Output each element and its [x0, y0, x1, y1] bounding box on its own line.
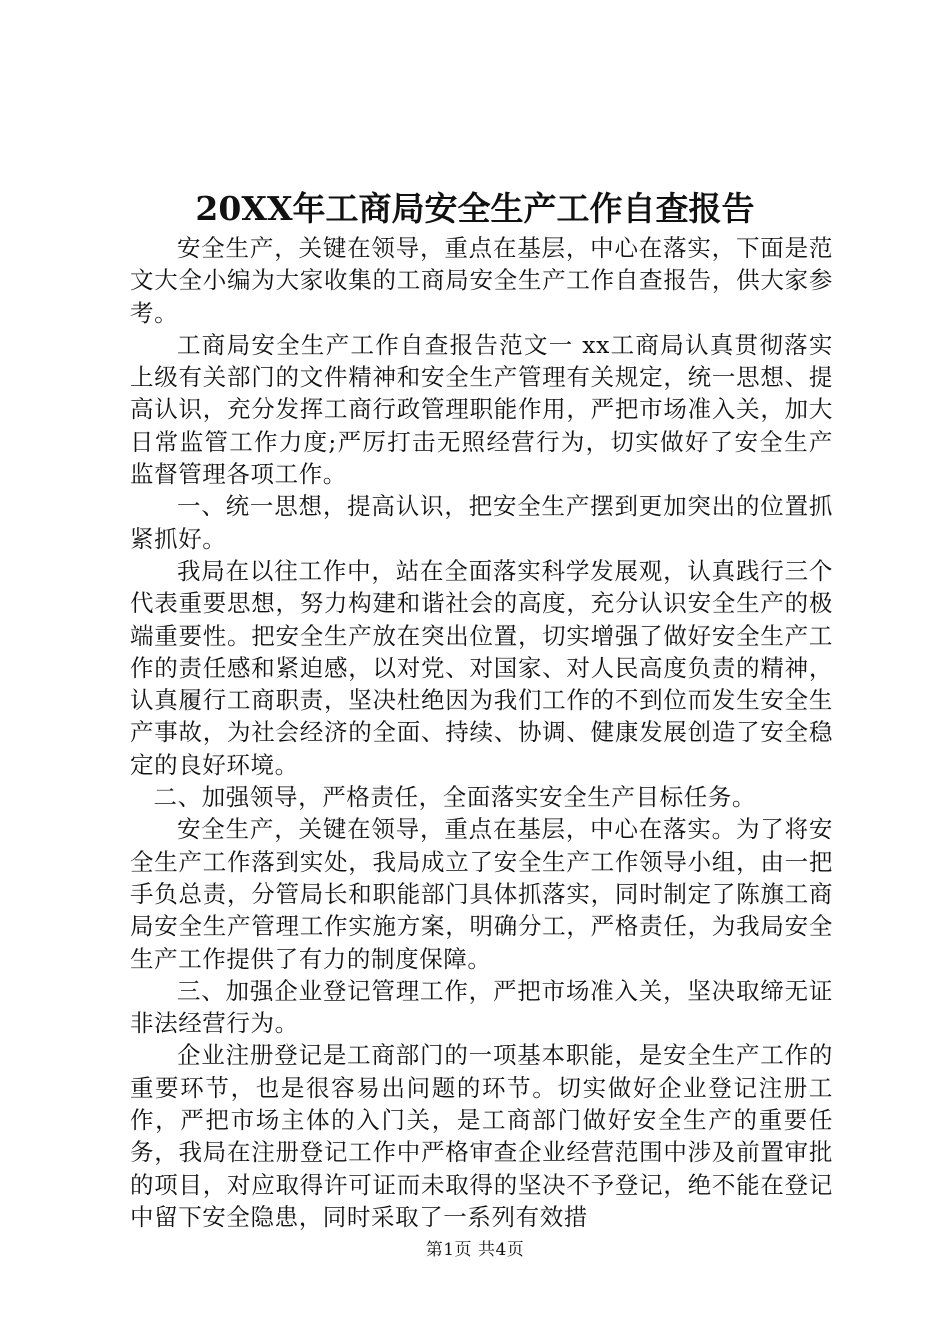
section-heading-3: 三、加强企业登记管理工作，严把市场准入关，坚决取缔无证非法经营行为。 [130, 976, 833, 1038]
page-number-footer: 第1页 共4页 [425, 1240, 525, 1260]
section-heading-2: 二、加强领导，严格责任，全面落实安全生产目标任务。 [153, 783, 756, 812]
paragraph-section-1: 我局在以往工作中，站在全面落实科学发展观，认真践行三个代表重要思想，努力构建和谐社会的高度，充分认识安全生产的极端重要性。把安全生产放在突出位置，切实增强了做好安全生产工作的责任感和紧迫感，以对党、对国家、对人民高度负责的精神，认真履行工商职责，坚决杜绝因为我们工作的不到位而发生安全生产事故，为社会经济的全面、持续、协调、健康发展创造了安全稳定的良好环境。 [130, 556, 833, 779]
section-heading-1: 一、统一思想，提高认识，把安全生产摆到更加突出的位置抓紧抓好。 [130, 492, 833, 553]
paragraph-overview: 工商局安全生产工作自查报告范文一 xx工商局认真贯彻落实上级有关部门的文件精神和安全生产管理有关规定，统一思想、提高认识，充分发挥工商行政管理职能作用，严把市场准入关，加大日常监管工作力度;严厉打击无照经营行为，切实做好了安全生产监督管理各项工作。 [130, 330, 833, 489]
document-body [130, 232, 833, 1233]
paragraph-section-3: 企业注册登记是工商部门的一项基本职能，是安全生产工作的重要环节，也是很容易出问题的环节。切实做好企业登记注册工作，严把市场主体的入门关，是工商部门做好安全生产的重要任务，我局在注册登记工作中严格审查企业经营范围中涉及前置审批的项目，对应取得许可证而未取得的坚决不予登记，绝不能在登记中留下安全隐患，同时采取了一系列有效措 [130, 1041, 833, 1231]
paragraph-intro: 安全生产，关键在领导，重点在基层，中心在落实，下面是范文大全小编为大家收集的工商局安全生产工作自查报告，供大家参考。 [130, 234, 833, 327]
paragraph-section-2: 安全生产，关键在领导，重点在基层，中心在落实。为了将安全生产工作落到实处，我局成立了安全生产工作领导小组，由一把手负总责，分管局长和职能部门具体抓落实，同时制定了陈旗工商局安全生产管理工作实施方案，明确分工，严格责任，为我局安全生产工作提供了有力的制度保障。 [130, 815, 833, 973]
document-title: 20XX年工商局安全生产工作自查报告 [195, 189, 755, 228]
